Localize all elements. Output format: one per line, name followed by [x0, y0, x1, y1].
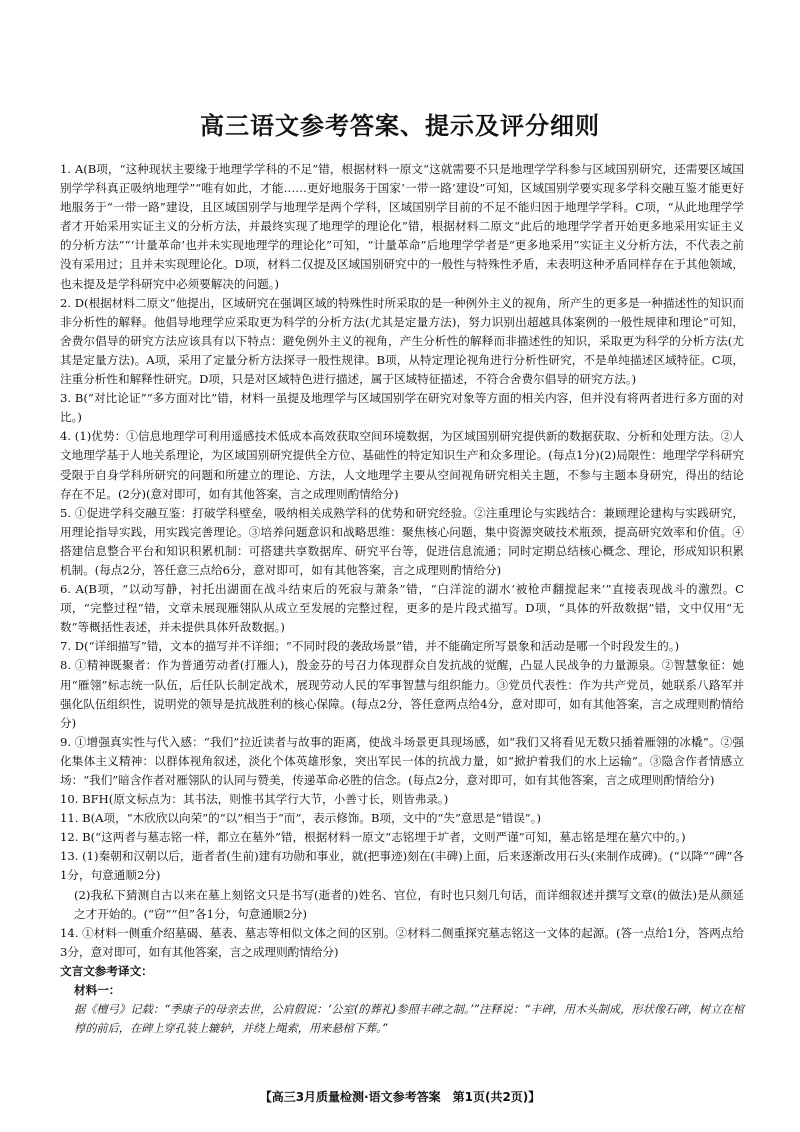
answer-11: 11. B(A项，“木欣欣以向荣”的“以”相当于“而”，表示修饰。B项，文中的“失”意思是“错误”。): [60, 811, 542, 826]
answer-2: 2. D(根据材料二原文“他提出，区域研究在强调区域的特殊性时所采取的是一种例外主义的视角，所产生的更多是一种描述性的知识而非分析性的解释。他倡导地理学应采取更为科学的分析方法(尤其是定量方法)，努力识别出超越具体案例的一般性规律和理论”可知，舍费尔倡导的研究方法应该具有以下特点：避免例外主义的视角，产生分析性的解释而非描述性的知识，采取更为科学的分析方法(尤其是定量方法)。A项，采用了定量分析方法探寻一般性规律。B项，从特定理论视角进行分析性研究，不是单纯描述区域特征。C项，注重分析性和解释性研究。D项，只是对区域特色进行描述，属于区域特征描述，不符合舍费尔倡导的研究方法。): [60, 295, 744, 387]
answer-4: 4. (1)优势：①信息地理学可利用遥感技术低成本高效获取空间环境数据，为区域国别研究提供新的数据获取、分析和处理方法。②人文地理学基于人地关系理论，为区域国别研究提供全方位、基础性的特定知识生产和众多理论。(每点1分)(2)局限性：地理学学科研究受限于自身学科所研究的问题和所建立的理论、方法，人文地理学主要从空间视角研究相关主题，不参与主题本身研究，得出的结论存在不足。(2分)(意对即可，如有其他答案，言之成理则酌情给分): [60, 429, 744, 501]
translation-text: 据《檀弓》记载：“季康子的母亲去世，公肩假说：‘公室(的葬礼)参照丰碑之制。’”注释说：“丰碑，用木头制成，形状像石碑，树立在棺椁的前后，在碑上穿孔装上辘轳，并绕上绳索，用来悬棺下葬。”: [74, 1003, 744, 1036]
answer-5: 5. ①促进学科交融互鉴：打破学科壁垒，吸纳相关成熟学科的优势和研究经验。②注重理论与实践结合：兼顾理论建构与实践研究，用理论指导实践，用实践完善理论。③培养问题意识和战略思维：聚焦核心问题，集中资源突破技术瓶颈，提高研究效率和价值。④搭建信息整合平台和知识积累机制：可搭建共享数据库、研究平台等，促进信息流通；同时定期总结核心概念、理论，形成知识积累机制。(每点2分，答任意三点给6分，意对即可，如有其他答案，言之成理则酌情给分): [60, 505, 744, 577]
answer-13-part-2: (2)我私下猜测自古以来在墓上刻铭文只是书写(逝者的)姓名、官位，有时也只刻几句话，而详细叙述并撰写文章(的做法)是从颜延之才开始的。(“窃”“但”各1分，句意通顺2分): [74, 887, 744, 921]
answer-12: 12. B(“这两者与墓志铭一样，都立在墓外”错，根据材料一原文“志铭埋于圹者，文则严谨”可知，墓志铭是埋在墓穴中的。): [60, 830, 686, 845]
answer-10: 10. BFH(原文标点为：其书法，则惟书其学行大节，小善寸长，则皆弗录。): [60, 792, 449, 807]
reference-heading: 文言文参考译文：: [60, 963, 153, 978]
answer-7: 7. D(“详细描写”错，文本的描写并不详细；“不同时段的袭敌场景”错，并不能确定所写景象和活动是哪一个时段发生的。): [60, 639, 680, 654]
answer-8: 8. ①精神既聚者：作为普通劳动者(打雁人)，殷金芬的号召力体现群众自发抗战的觉醒，凸显人民战争的力量源泉。②智慧象征：她用“雁翎”标志统一队伍，后任队长制定战术，展现劳动人民的军事智慧与组织能力。③党员代表性：作为共产党员，她联系八路军并强化队伍组织性，说明党的领导是抗战胜利的核心保障。(每点2分，答任意两点给4分，意对即可，如有其他答案，言之成理则酌情给分): [60, 658, 744, 730]
answer-9: 9. ①增强真实性与代入感：“我们”拉近读者与故事的距离，使战斗场景更具现场感，如“我们又将看见无数只插着雁翎的冰橇”。②强化集体主义精神：以群体视角叙述，淡化个体英雄形象，突出军民一体的抗战力量，如“掀护着我们的水上运输”。③隐含作者情感立场：“我们”暗含作者对雁翎队的认同与赞美，传递革命必胜的信念。(每点2分，意对即可，如有其他答案，言之成理则酌情给分): [60, 734, 744, 787]
page-title: 高三语文参考答案、提示及评分细则: [200, 112, 600, 140]
answer-13-part-1: 13. (1)秦朝和汉朝以后，逝者者(生前)建有功勋和事业，就(把事迹)刻在(丰碑)上面，后来逐渐改用石头(来制作成碑)。(“以降”“碑”各1分，句意通顺2分): [60, 849, 744, 883]
answer-body: [60, 160, 744, 1038]
page-footer: 【高三3月质量检测·语文参考答案 第1页(共2页)】: [259, 1090, 541, 1104]
material-heading: 材料一：: [74, 983, 121, 998]
answer-6: 6. A(B项，“以动写静，衬托出湖面在战斗结束后的死寂与萧条”错，“白洋淀的湖水‘被枪声翻搅起来’”直接表现战斗的激烈。C项，“完整过程”错，文章未展现雁翎队从成立至发展的完整过程，更多的是片段式描写。D项，“具体的歼敌数据”错，文中仅用“无数”等概括性表述，并未提供具体歼敌数据。): [60, 582, 744, 635]
answer-1: 1. A(B项，“这种现状主要缘于地理学学科的不足”错，根据材料一原文“这就需要不只是地理学学科参与区域国别研究，还需要区域国别学学科真正吸纳地理学”“唯有如此，才能……更好地服务于国家‘一带一路’建设”可知，区域国别学要实现多学科交融互鉴才能更好地服务于“一带一路”建设，且区域国别学与地理学是两个学科，区域国别学目前的不足不能归因于地理学学科。C项，“从此地理学学者才开始采用实证主义的分析方法，并最终实现了地理学的理论化”错，根据材料二原文“此后的地理学学者开始更多地采用实证主义的分析方法”“‘计量革命’也并未实现地理学的理论化”可知，“计量革命”后地理学学者是“更多地采用”实证主义分析方法，不代表之前没有采用过；且并未实现理论化。D项，材料二仅提及区域国别研究中的一般性与特殊性矛盾，未表明这种矛盾同样存在于其他领域，也未提及是学科研究中必须要解决的问题。): [60, 162, 745, 291]
answer-14: 14. ①材料一侧重介绍墓碣、墓表、墓志等相似文体之间的区别。②材料二侧重探究墓志铭这一文体的起源。(答一点给1分，答两点给3分，意对即可，如有其他答案，言之成理则酌情给分): [60, 925, 744, 959]
answer-3: 3. B(“对比论证”“多方面对比”错，材料一虽提及地理学与区域国别学在研究对象等方面的相关内容，但并没有将两者进行多方面的对比。): [60, 391, 744, 425]
